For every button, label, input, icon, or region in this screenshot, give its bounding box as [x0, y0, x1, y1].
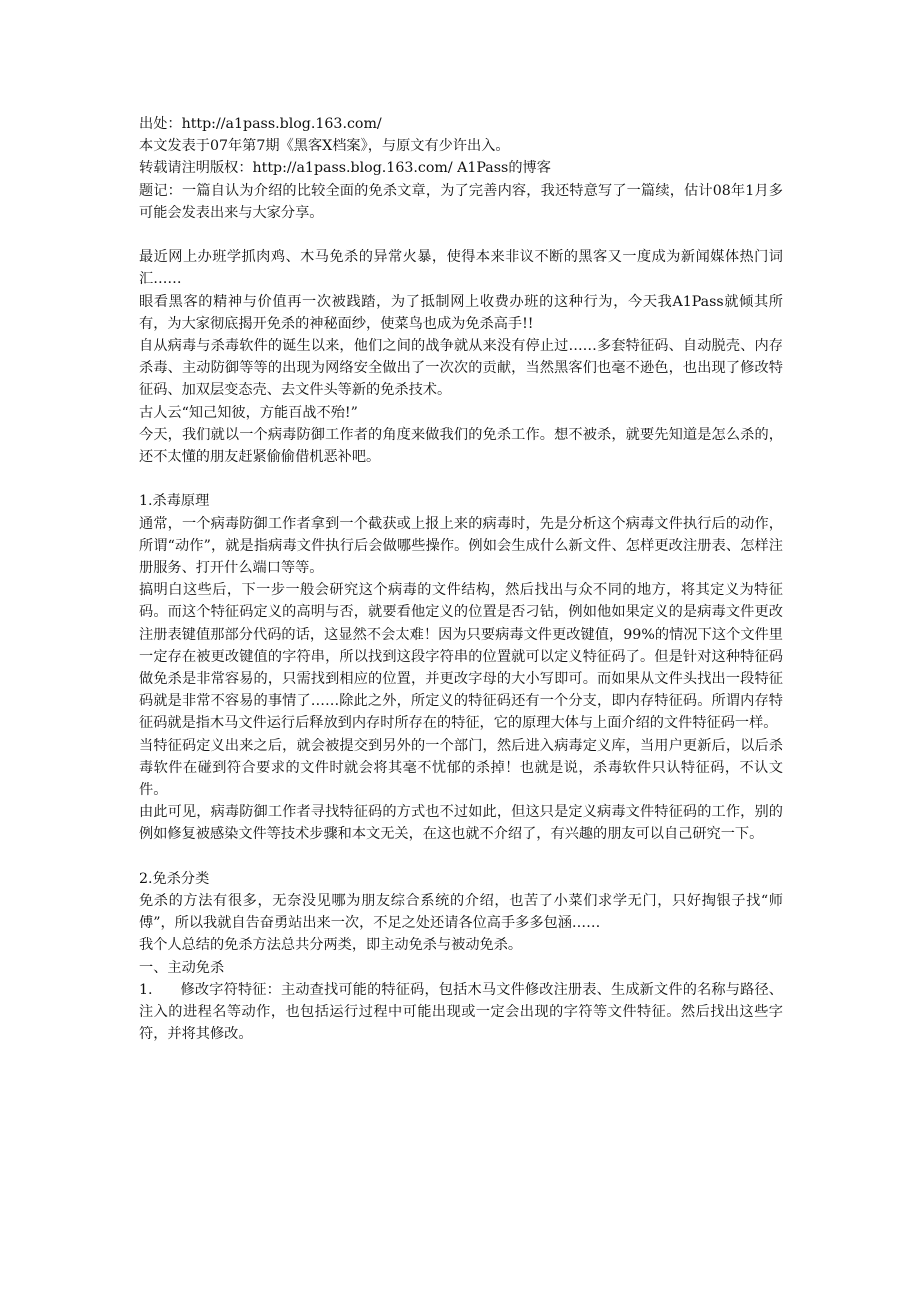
section-heading: 1.杀毒原理 — [139, 493, 210, 510]
section-paragraph: 免杀的方法有很多，无奈没见哪为朋友综合系统的介绍，也苦了小菜们求学无门，只好掏银子找“师傅”，所以我就自告奋勇站出来一次，不足之处还请各位高手多多包涵…… — [139, 893, 783, 932]
intro-paragraph: 眼看黑客的精神与价值再一次被践踏，为了抵制网上收费办班的这种行为，今天我A1Pass就倾其所有，为大家彻底揭开免杀的神秘面纱，使菜鸟也成为免杀高手!! — [139, 293, 783, 332]
section-paragraph: 搞明白这些后，下一步一般会研究这个病毒的文件结构，然后找出与众不同的地方，将其定义为特征码。而这个特征码定义的高明与否，就要看他定义的位置是否刁钻，例如他如果定义的是病毒文件更改注册表键值那部分代码的话，这显然不会太难！因为只要病毒文件更改键值，99%的情况下这个文件里一定存在被更改键值的字符串，所以找到这段字符串的位置就可以定义特征码了。但是针对这种特征码做免杀是非常容易的，只需找到相应的位置，并更改字母的大小写即可。而如果从文件头找出一段特征码就是非常不容易的事情了……除此之外，所定义的特征码还有一个分支，即内存特征码。所谓内存特征码就是指木马文件运行后释放到内存时所存在的特征，它的原理大体与上面介绍的文件特征码一样。 — [139, 582, 783, 732]
epigraph-note: 题记：一篇自认为介绍的比较全面的免杀文章，为了完善内容，我还特意写了一篇续，估计08年1月多可能会发表出来与大家分享。 — [139, 182, 783, 221]
subsection-heading: 一、主动免杀 — [139, 959, 225, 976]
paragraph-gap — [139, 224, 783, 246]
intro-quote: 古人云“知己知彼，方能百战不殆!” — [139, 404, 358, 421]
section-paragraph: 由此可见，病毒防御工作者寻找特征码的方式也不过如此，但这只是定义病毒文件特征码的工作，别的例如修复被感染文件等技术步骤和本文无关，在这也就不介绍了，有兴趣的朋友可以自己研究一下。 — [139, 804, 783, 843]
section-paragraph: 通常，一个病毒防御工作者拿到一个截获或上报上来的病毒时，先是分析这个病毒文件执行后的动作，所谓“动作”，就是指病毒文件执行后会做哪些操作。例如会生成什么新文件、怎样更改注册表、怎样注册服务、打开什么端口等等。 — [139, 515, 783, 577]
intro-paragraph: 最近网上办班学抓肉鸡、木马免杀的异常火暴，使得本来非议不断的黑客又一度成为新闻媒体热门词汇…… — [139, 249, 783, 288]
intro-paragraph: 今天，我们就以一个病毒防御工作者的角度来做我们的免杀工作。想不被杀，就要先知道是怎么杀的，还不太懂的朋友赶紧偷偷借机恶补吧。 — [139, 426, 783, 466]
paragraph-gap — [139, 468, 783, 490]
intro-paragraph: 自从病毒与杀毒软件的诞生以来，他们之间的战争就从来没有停止过……多套特征码、自动脱壳、内存杀毒、主动防御等等的出现为网络安全做出了一次次的贡献，当然黑客们也毫不逊色，也出现了修改特征码、加双层变态壳、去文件头等新的免杀技术。 — [139, 338, 783, 399]
section-paragraph: 我个人总结的免杀方法总共分两类，即主动免杀与被动免杀。 — [139, 937, 523, 954]
section-paragraph: 当特征码定义出来之后，就会被提交到另外的一个部门，然后进入病毒定义库，当用户更新后，以后杀毒软件在碰到符合要求的文件时就会将其毫不忧郁的杀掉！也就是说，杀毒软件只认特征码，不认文件。 — [139, 737, 783, 799]
copyright-line: 转载请注明版权：http://a1pass.blog.163.com/ A1Pass的博客 — [139, 160, 551, 177]
paragraph-gap — [139, 846, 783, 868]
article-body — [139, 113, 783, 1045]
publication-line: 本文发表于07年第7期《黑客X档案》，与原文有少许出入。 — [139, 138, 510, 155]
section-heading: 2.免杀分类 — [139, 870, 210, 887]
source-line: 出处：http://a1pass.blog.163.com/ — [139, 116, 382, 132]
numbered-item: 1. 修改字符特征：主动查找可能的特征码，包括木马文件修改注册表、生成新文件的名称与路径、注入的进程名等动作，也包括运行过程中可能出现或一定会出现的字符等文件特征。然后找出这些字符，并将其修改。 — [139, 981, 783, 1043]
